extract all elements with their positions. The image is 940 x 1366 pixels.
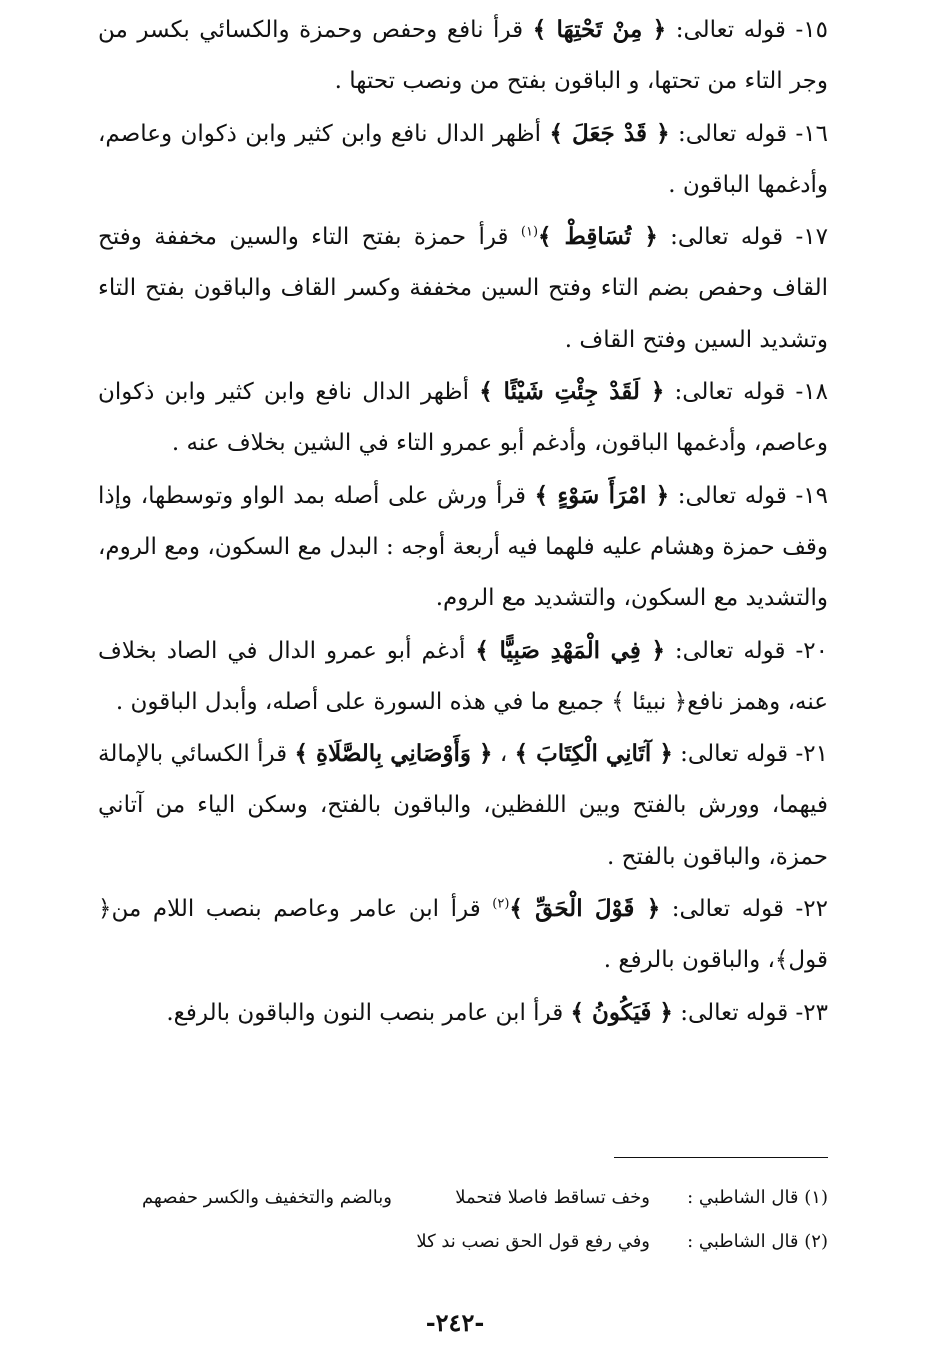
quran-quote-second: ﴿ وَأَوْصَانِي بِالصَّلَاةِ ﴾ [294,740,493,768]
quran-quote: ﴿ قَدْ جَعَلَ ﴾ [549,119,670,147]
entry-15 [98,4,828,108]
entry-text: أظهر الدال نافع وابن كثير وابن ذكوان وعاصم، وأدغمها الباقون . [98,120,828,198]
footnote-separator [614,1157,828,1158]
footnote-hemistich-second: وبالضم والتخفيف والكسر حفصهم [141,1187,392,1208]
footnote-label: (١) قال الشاطبي : [687,1187,828,1208]
quran-quote: ﴿ آتَانِي الْكِتَابَ ﴾ [514,740,673,768]
quran-quote: ﴿ امْرَأَ سَوْءٍ ﴾ [534,481,670,509]
entry-prefix: ١٥- قوله تعالى: [666,17,828,43]
entry-prefix: ٢٠- قوله تعالى: [664,637,829,664]
entry-text: أدغم أبو عمرو الدال في الصاد بخلاف عنه، وهمز نافع﴿ نبيئا ﴾ جميع ما في هذه السورة على أصله، وأبدل الباقون . [98,637,828,715]
footnote-ref-1[interactable]: (١) [520,224,539,240]
entry-prefix: ١٧- قوله تعالى: [657,224,828,251]
entry-prefix: ٢٢- قوله تعالى: [660,896,828,923]
entry-prefix: ١٩- قوله تعالى: [669,482,828,509]
quran-quote: ﴿ مِنْ تَحْتِهَا ﴾ [532,16,667,43]
entry-23 [98,987,828,1039]
quran-quote: ﴿ لَقَدْ جِئْتِ شَيْئًا ﴾ [479,378,665,406]
quote-separator: ، [492,741,515,768]
entry-text: قرأ نافع وحفص وحمزة والكسائي بكسر من وجر التاء من تحتها، و الباقون بفتح من ونصب تحتها . [98,17,828,95]
footnote-hemistich-first: وخف تساقط فاصلا فتحملا [455,1187,650,1208]
quran-quote: ﴿ فَيَكُونُ ﴾ [570,998,673,1026]
entry-17 [98,211,828,366]
entry-text: قرأ ورش على أصله بمد الواو وتوسطها، وإذا وقف حمزة وهشام عليه فلهما فيه أربعة أوجه : البدل مع السكون، ومع الروم، والتشديد مع السكون، والتشديد مع الروم. [98,482,828,612]
entry-16 [98,108,828,212]
entry-22 [98,883,828,987]
entry-text: قرأ ابن عامر وعاصم بنصب اللام من﴿ قول﴾، والباقون بالرفع . [98,896,828,974]
entry-18 [98,366,828,470]
entry-prefix: ٢٣- قوله تعالى: [672,999,828,1026]
main-text [98,4,828,1039]
entry-prefix: ١٨- قوله تعالى: [664,379,829,406]
footnotes [98,1176,828,1264]
entry-21 [98,728,828,883]
entry-text: قرأ ابن عامر بنصب النون والباقون بالرفع. [166,999,571,1026]
footnote-label: (٢) قال الشاطبي : [687,1231,828,1252]
entry-text: قرأ الكسائي بالإمالة فيهما، وورش بالفتح وبين اللفظين، والباقون بالفتح، وسكن الياء من آتاني حمزة، والباقون بالفتح . [98,741,828,870]
footnote-ref-2[interactable]: (٢) [492,896,510,912]
quran-quote: ﴿ فِي الْمَهْدِ صَبِيًّا ﴾ [475,636,665,664]
entry-text: قرأ حمزة بفتح التاء والسين مخففة وفتح القاف وحفص بضم التاء وفتح السين مخففة وكسر القاف والباقون بفتح التاء وتشديد السين وفتح القاف . [98,224,828,353]
footnote-hemistich-first: وفي رفع قول الحق نصب ند كلا [416,1231,650,1252]
page-number: -٢٤٢- [425,1308,485,1337]
footnote-2 [98,1220,828,1264]
quran-quote: ﴿ قَوْلَ الْحَقِّ ﴾ [509,895,661,923]
entry-prefix: ٢١- قوله تعالى: [672,741,829,768]
entry-20 [98,625,828,729]
footnote-1 [98,1176,828,1220]
entry-19 [98,470,828,625]
entry-text: أظهر الدال نافع وابن كثير وابن ذكوان وعاصم، وأدغمها الباقون، وأدغم أبو عمرو التاء في الشين بخلاف عنه . [98,379,828,457]
quran-quote: ﴿ تُسَاقِطْ ﴾ [538,223,658,251]
entry-prefix: ١٦- قوله تعالى: [669,120,829,147]
